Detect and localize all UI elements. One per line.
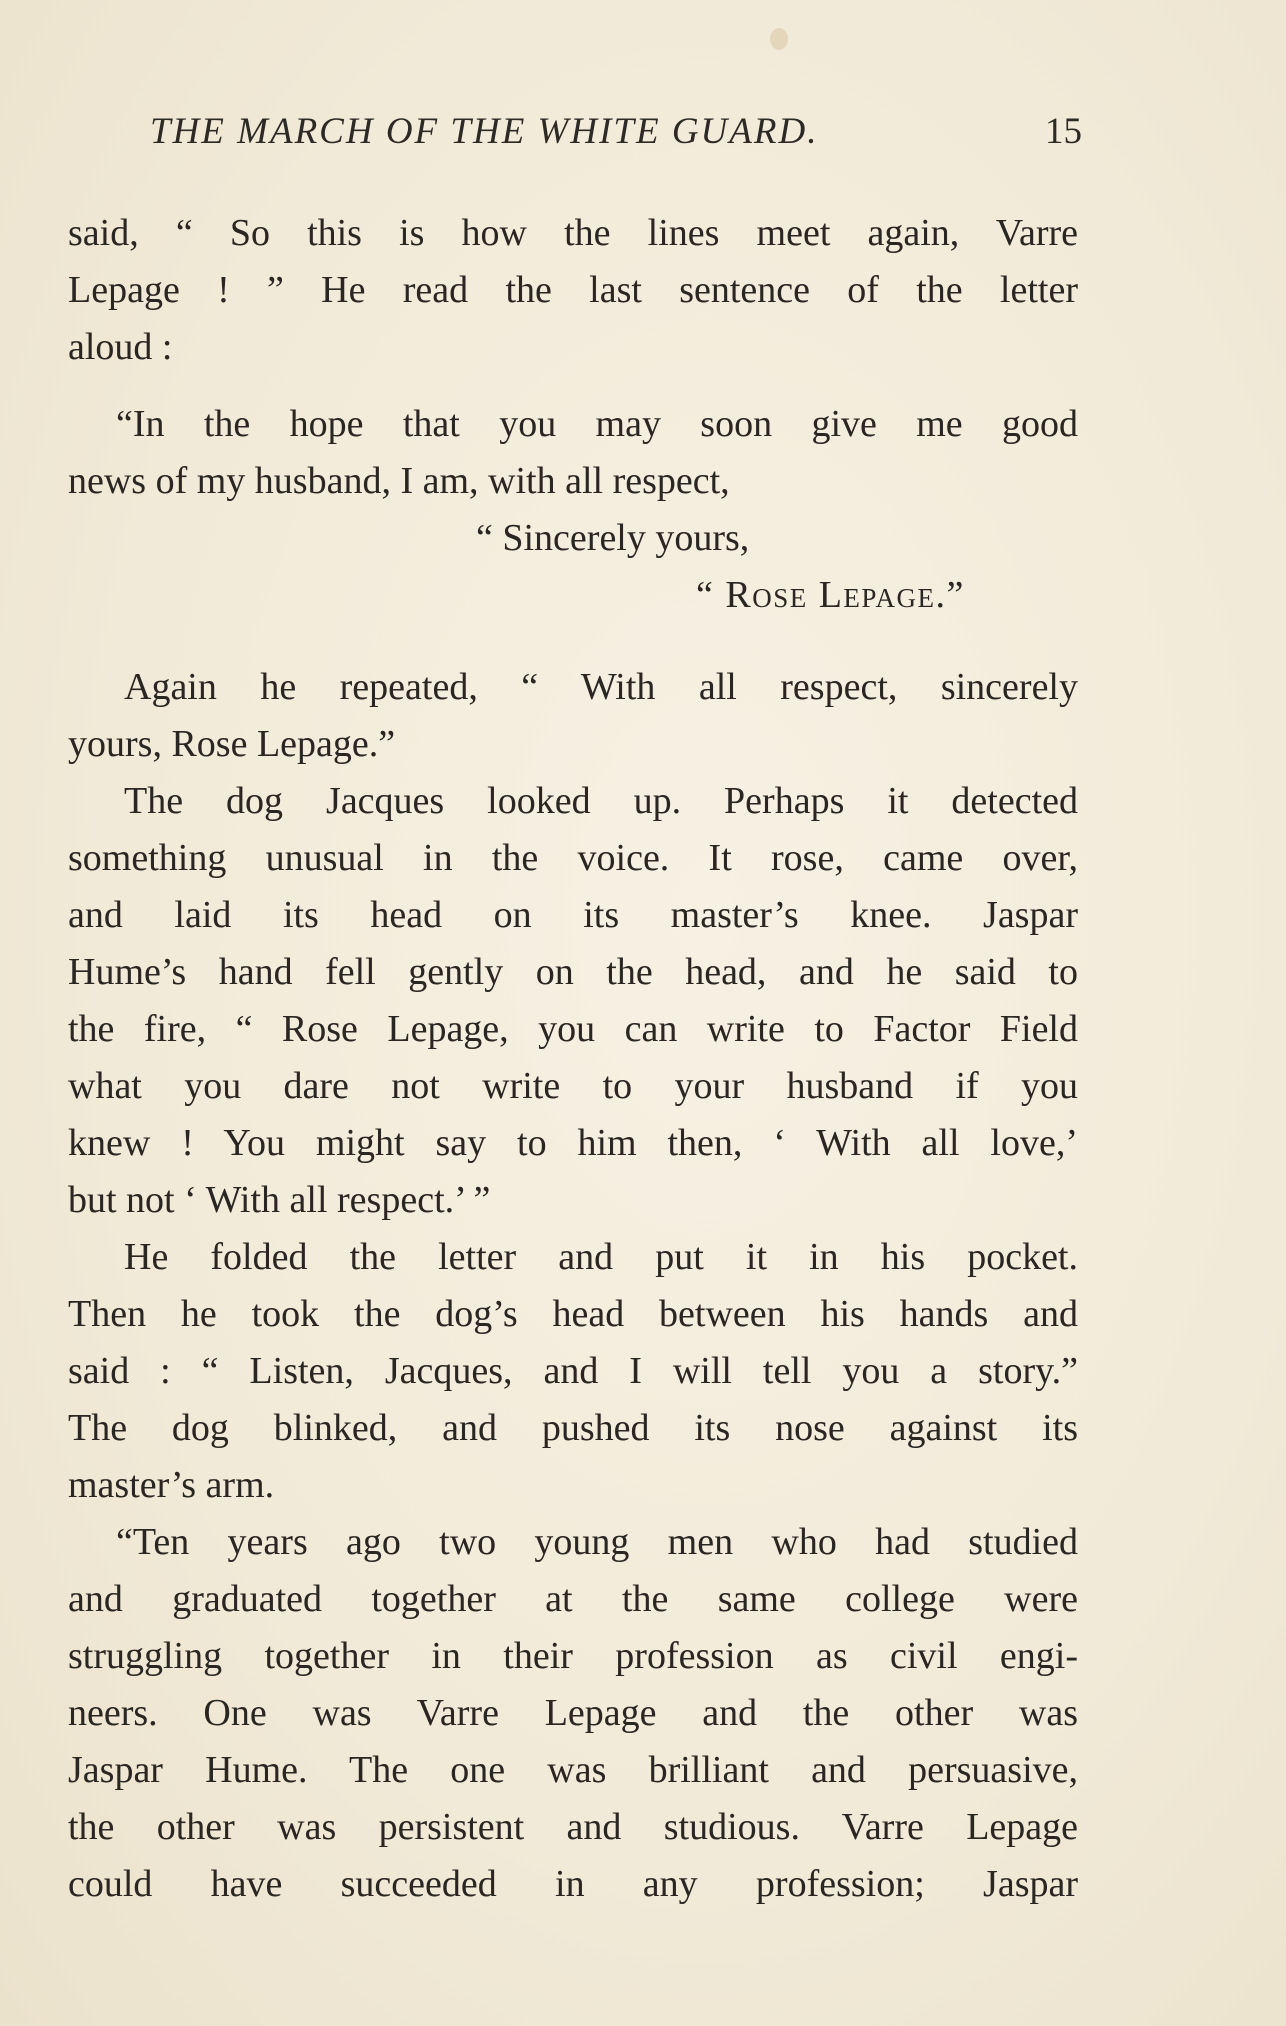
text-line: He folded the letter and put it in his pocket. (124, 1236, 1078, 1278)
text-line: yours, Rose Lepage.” (68, 723, 396, 765)
paper-stain (770, 28, 788, 50)
text-line: and laid its head on its master’s knee. Jaspar (68, 894, 1078, 936)
text-line: knew ! You might say to him then, ‘ With all love,’ (68, 1122, 1078, 1164)
text-line: Hume’s hand fell gently on the head, and he said to (68, 951, 1078, 993)
letter-closing: “ Sincerely yours, (476, 517, 750, 559)
text-line: could have succeeded in any profession; Jaspar (68, 1863, 1078, 1905)
text-line: but not ‘ With all respect.’ ” (68, 1179, 491, 1221)
text-line: Lepage ! ” He read the last sentence of the letter (68, 269, 1078, 311)
text-line: struggling together in their profession as civil engi- (68, 1635, 1078, 1677)
text-line: the other was persistent and studious. Varre Lepage (68, 1806, 1078, 1848)
text-line: aloud : (68, 326, 173, 368)
text-line: and graduated together at the same college were (68, 1578, 1078, 1620)
page-number: 15 (1045, 111, 1082, 152)
text-line: master’s arm. (68, 1464, 275, 1506)
text-line: Again he repeated, “ With all respect, sincerely (124, 666, 1078, 708)
text-line: The dog Jacques looked up. Perhaps it detected (124, 780, 1078, 822)
text-line: said, “ So this is how the lines meet again, Varre (68, 212, 1078, 254)
text-line: The dog blinked, and pushed its nose against its (68, 1407, 1078, 1449)
running-head: THE MARCH OF THE WHITE GUARD. (150, 111, 819, 152)
text-line: news of my husband, I am, with all respect, (68, 460, 730, 502)
letter-signature: “ Rose Lepage.” (696, 574, 965, 616)
text-line: Jaspar Hume. The one was brilliant and persuasive, (68, 1749, 1078, 1791)
text-line: something unusual in the voice. It rose, came over, (68, 837, 1078, 879)
text-line: “Ten years ago two young men who had studied (116, 1521, 1078, 1563)
text-line: “In the hope that you may soon give me good (116, 403, 1078, 445)
text-line: what you dare not write to your husband if you (68, 1065, 1078, 1107)
text-line: the fire, “ Rose Lepage, you can write to Factor Field (68, 1008, 1078, 1050)
text-line: neers. One was Varre Lepage and the other was (68, 1692, 1078, 1734)
text-line: said : “ Listen, Jacques, and I will tell you a story.” (68, 1350, 1078, 1392)
text-line: Then he took the dog’s head between his hands and (68, 1293, 1078, 1335)
